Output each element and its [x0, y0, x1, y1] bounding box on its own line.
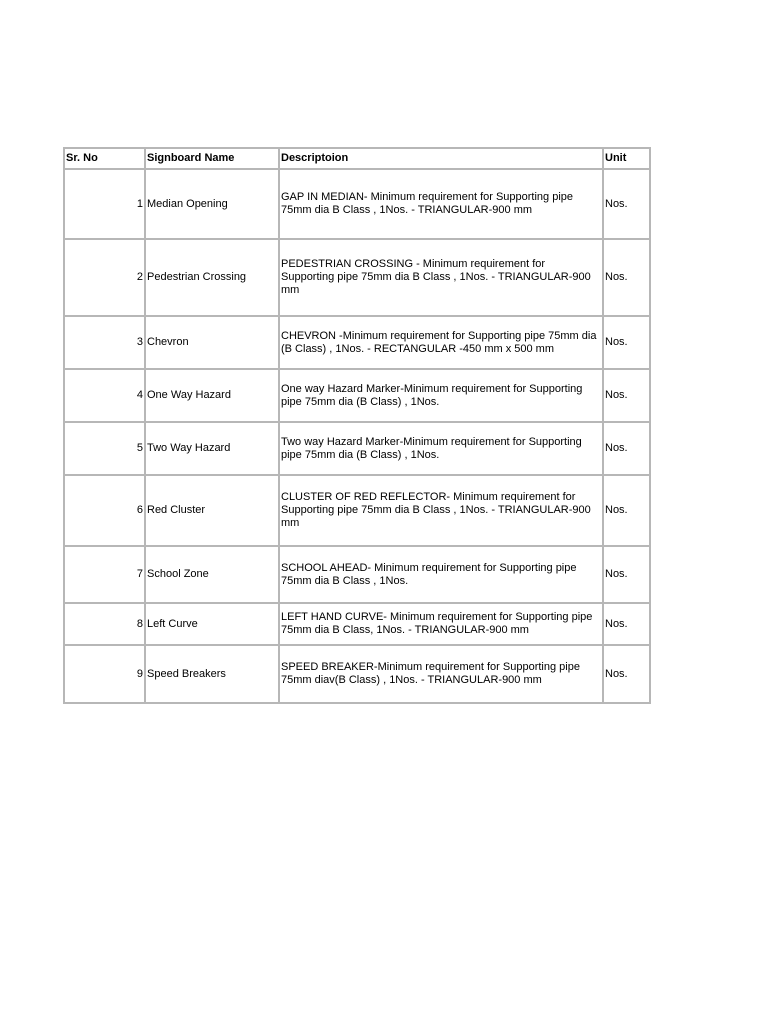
cell-signboard-name: Chevron [145, 316, 279, 369]
cell-sr-no: 9 [64, 645, 145, 703]
cell-unit: Nos. [603, 603, 650, 645]
cell-description: CHEVRON -Minimum requirement for Supporting pipe 75mm dia (B Class) , 1Nos. - RECTANGULAR -450 mm x 500 mm [279, 316, 603, 369]
header-unit: Unit [603, 148, 650, 169]
table-row [64, 475, 650, 546]
cell-unit: Nos. [603, 239, 650, 316]
cell-sr-no: 6 [64, 475, 145, 546]
cell-signboard-name: School Zone [145, 546, 279, 603]
cell-unit: Nos. [603, 645, 650, 703]
cell-signboard-name: Pedestrian Crossing [145, 239, 279, 316]
cell-unit: Nos. [603, 475, 650, 546]
cell-description: SPEED BREAKER-Minimum requirement for Supporting pipe 75mm diav(B Class) , 1Nos. - TRIANGULAR-900 mm [279, 645, 603, 703]
cell-description: SCHOOL AHEAD- Minimum requirement for Supporting pipe 75mm dia B Class , 1Nos. [279, 546, 603, 603]
table-header-row [64, 148, 650, 169]
cell-signboard-name: Speed Breakers [145, 645, 279, 703]
cell-unit: Nos. [603, 169, 650, 239]
cell-sr-no: 4 [64, 369, 145, 422]
cell-signboard-name: Median Opening [145, 169, 279, 239]
cell-sr-no: 7 [64, 546, 145, 603]
header-description: Descriptoion [279, 148, 603, 169]
table-row [64, 316, 650, 369]
cell-description: CLUSTER OF RED REFLECTOR- Minimum requirement for Supporting pipe 75mm dia B Class , 1Nos. - TRIANGULAR-900 mm [279, 475, 603, 546]
table-row [64, 239, 650, 316]
cell-description: One way Hazard Marker-Minimum requirement for Supporting pipe 75mm dia (B Class) , 1Nos. [279, 369, 603, 422]
header-sr-no: Sr. No [64, 148, 145, 169]
table-row [64, 603, 650, 645]
cell-description: GAP IN MEDIAN- Minimum requirement for Supporting pipe 75mm dia B Class , 1Nos. - TRIANGULAR-900 mm [279, 169, 603, 239]
header-signboard-name: Signboard Name [145, 148, 279, 169]
cell-description: Two way Hazard Marker-Minimum requirement for Supporting pipe 75mm dia (B Class) , 1Nos. [279, 422, 603, 475]
cell-sr-no: 2 [64, 239, 145, 316]
cell-sr-no: 5 [64, 422, 145, 475]
table-row [64, 422, 650, 475]
cell-sr-no: 8 [64, 603, 145, 645]
cell-description: PEDESTRIAN CROSSING - Minimum requirement for Supporting pipe 75mm dia B Class , 1Nos. - TRIANGULAR-900 mm [279, 239, 603, 316]
cell-sr-no: 3 [64, 316, 145, 369]
cell-sr-no: 1 [64, 169, 145, 239]
cell-signboard-name: Red Cluster [145, 475, 279, 546]
signboard-sheet [63, 147, 649, 704]
cell-unit: Nos. [603, 546, 650, 603]
cell-unit: Nos. [603, 422, 650, 475]
table-row [64, 645, 650, 703]
cell-description: LEFT HAND CURVE- Minimum requirement for Supporting pipe 75mm dia B Class, 1Nos. - TRIANGULAR-900 mm [279, 603, 603, 645]
cell-unit: Nos. [603, 369, 650, 422]
cell-signboard-name: Left Curve [145, 603, 279, 645]
cell-signboard-name: Two Way Hazard [145, 422, 279, 475]
signboard-table [63, 147, 651, 704]
cell-signboard-name: One Way Hazard [145, 369, 279, 422]
table-row [64, 369, 650, 422]
table-row [64, 546, 650, 603]
table-row [64, 169, 650, 239]
cell-unit: Nos. [603, 316, 650, 369]
